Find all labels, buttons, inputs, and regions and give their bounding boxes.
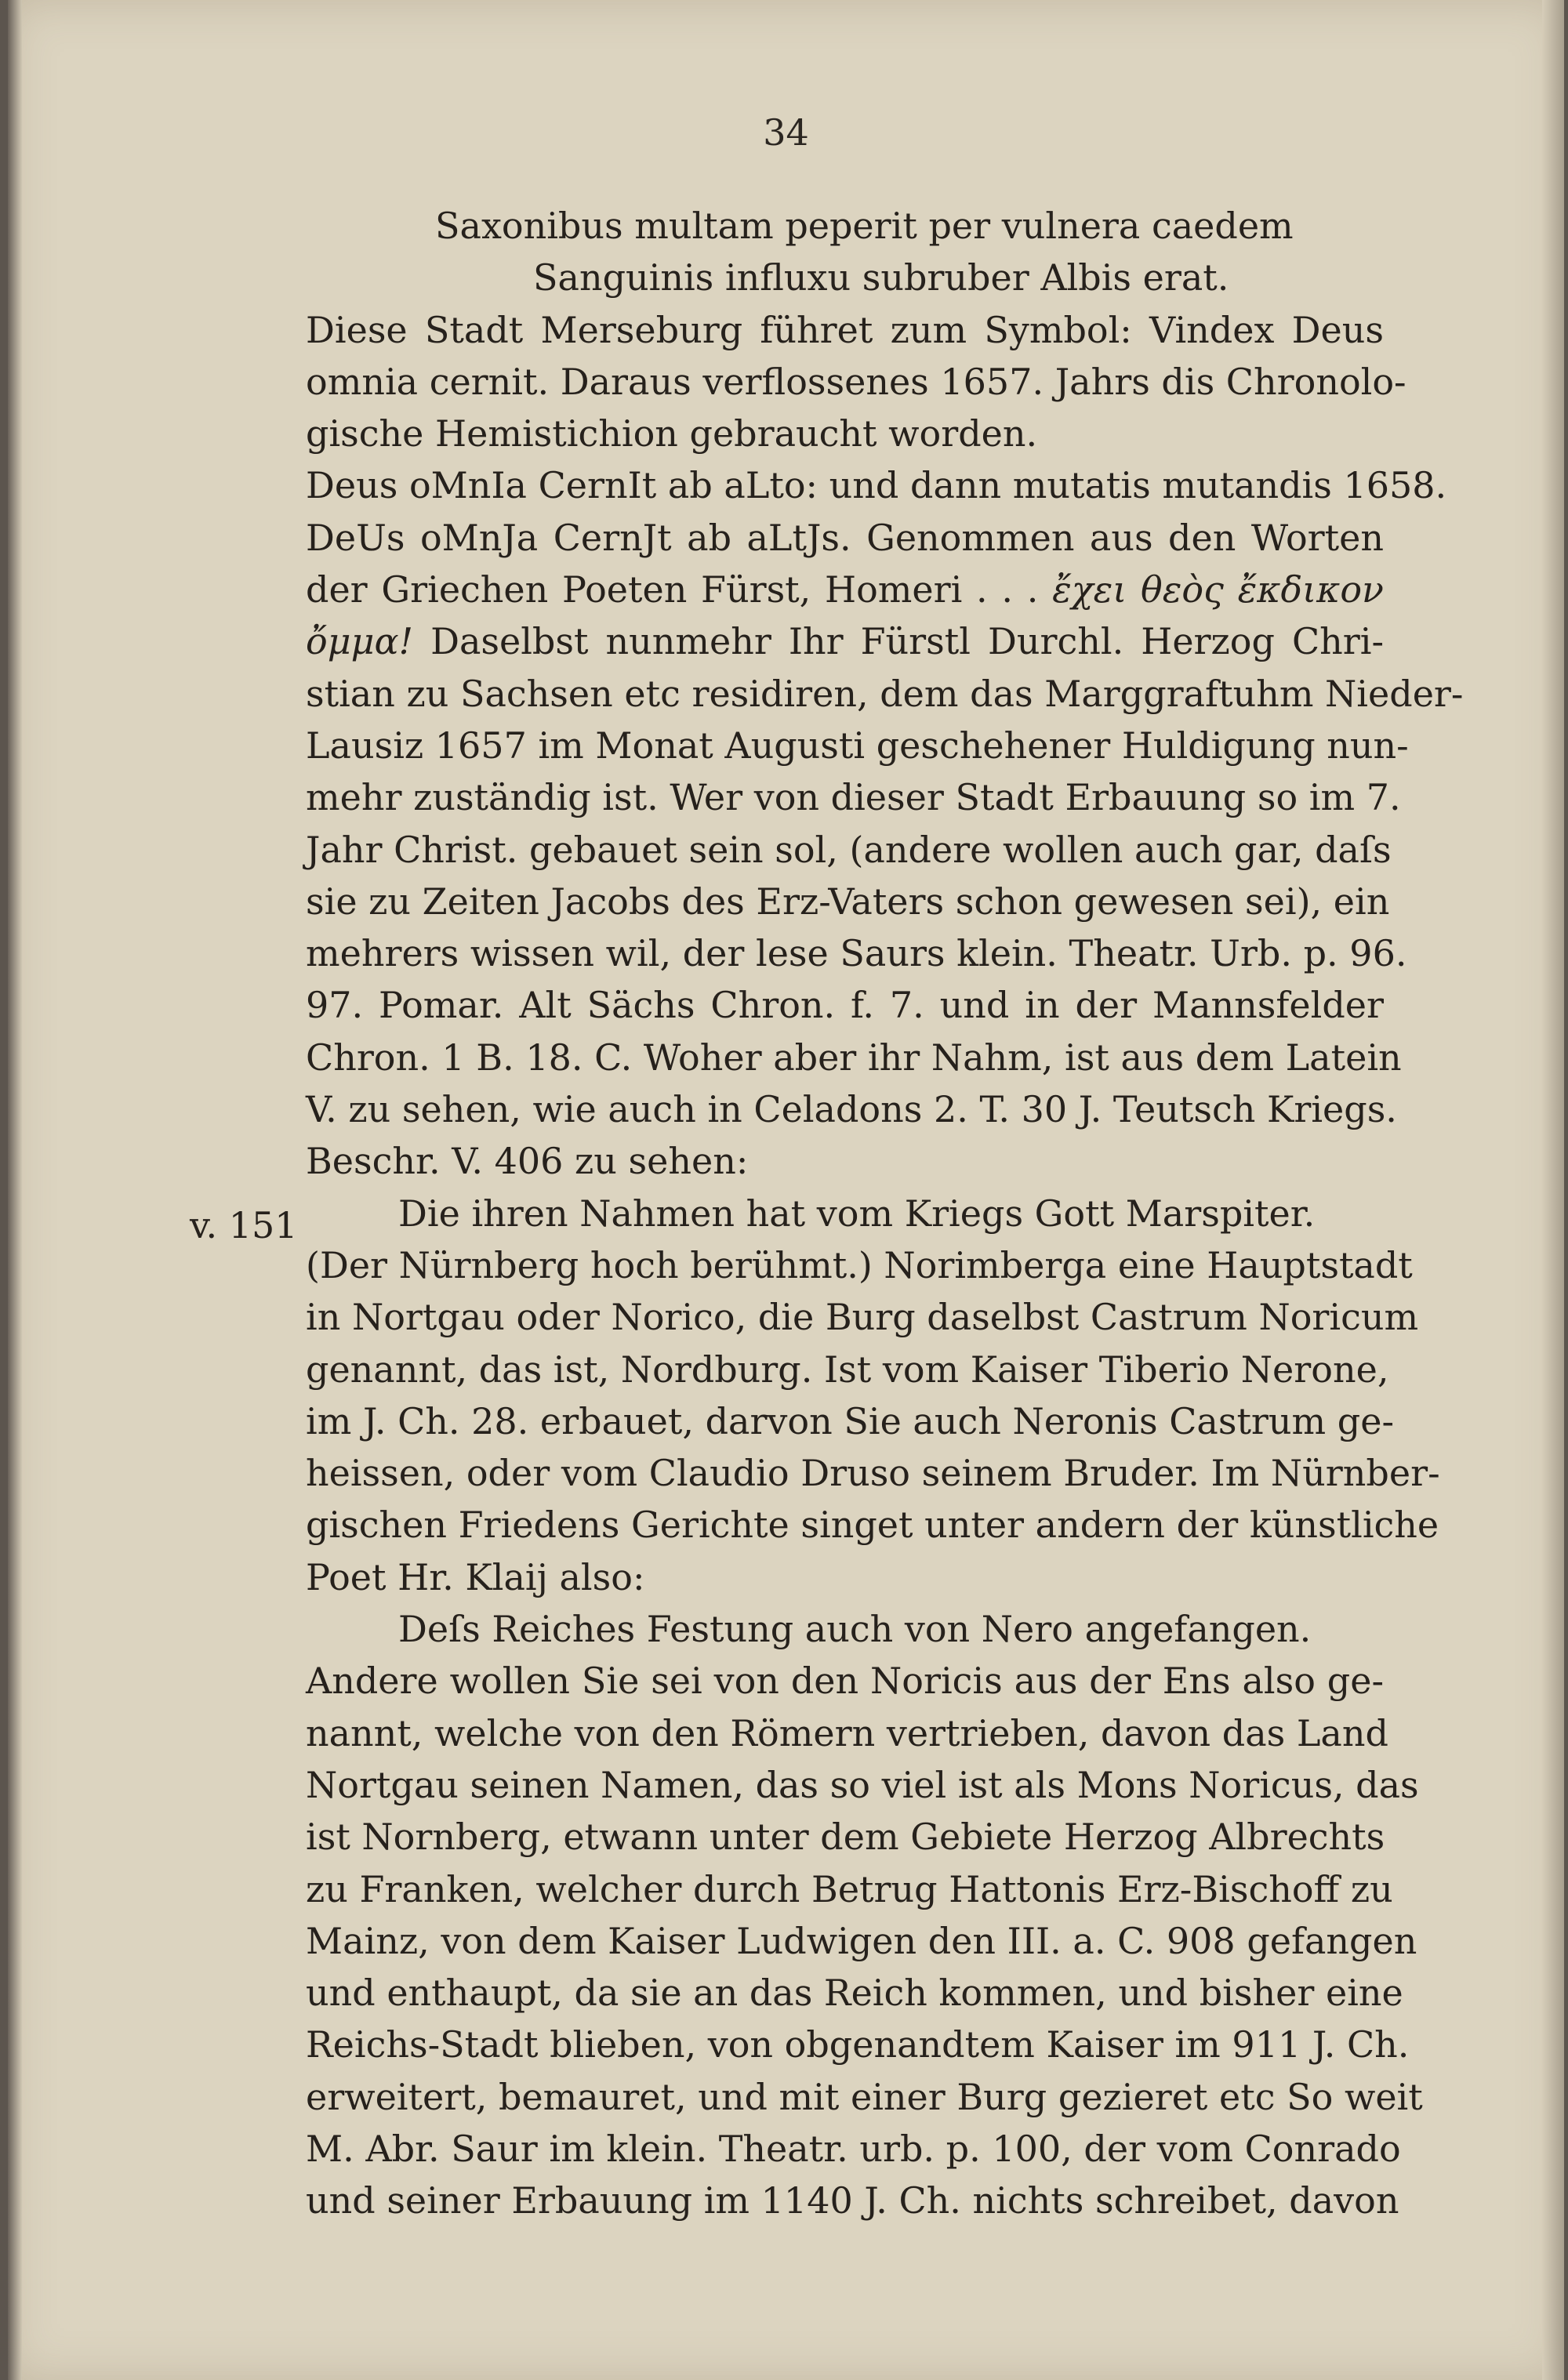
text-line: gischen Friedens Gerichte singet unter andern der künstliche [306,1504,1439,1547]
text-line: in Nortgau oder Norico, die Burg daselbst Castrum Noricum [306,1296,1419,1339]
text-line: gische Hemistichion gebraucht worden. [306,412,1038,455]
text-line: stian zu Sachsen etc residiren, dem das Marggraftuhm Nieder- [306,672,1464,715]
quoted-verse-line: Deſs Reiches Festung auch von Nero angefangen. [398,1608,1312,1651]
text-line: sie zu Zeiten Jacobs des Erz-Vaters schon gewesen sei), ein [306,880,1390,923]
verse-line-1: Saxonibus multam peperit per vulnera caedem [435,205,1294,247]
greek-quote: ἔχει θεὸς ἔκδικον [1052,568,1385,611]
text-line: Jahr Christ. gebauet sein sol, (andere wollen auch gar, daſs [306,828,1392,871]
text-line: genannt, das ist, Nordburg. Ist vom Kaiser Tiberio Nerone, [306,1348,1389,1391]
text-line: ist Nornberg, etwann unter dem Gebiete Herzog Albrechts [306,1816,1385,1859]
text-line: (Der Nürnberg hoch berühmt.) Norimberga eine Hauptstadt [306,1243,1413,1286]
text-line: nannt, welche von den Römern vertrieben, davon das Land [306,1711,1388,1754]
verse-margin-note: v. 151 [190,1204,298,1246]
text-line: mehrers wissen wil, der lese Saurs klein. Theatr. Urb. p. 96. [306,932,1407,975]
text-line: V. zu sehen, wie auch in Celadons 2. T. 30 J. Teutsch Kriegs. [306,1088,1397,1131]
body-text [306,200,1464,2227]
greek-quote: ὄμμα! [306,620,414,663]
text-fragment: der Griechen Poeten Fürst, Homeri . . . [306,568,1039,611]
text-line: im J. Ch. 28. erbauet, darvon Sie auch Neronis Castrum ge- [306,1399,1394,1442]
text-line: Chron. 1 B. 18. C. Woher aber ihr Nahm, ist aus dem Latein [306,1036,1402,1079]
text-line: mehr zuständig ist. Wer von dieser Stadt Erbauung so im 7. [306,776,1401,819]
text-line: DeUs oMnJa CernJt ab aLtJs. Genommen aus den Worten [306,516,1384,559]
text-line: M. Abr. Saur im klein. Theatr. urb. p. 100, der vom Conrado [306,2127,1401,2170]
page-gutter-shadow [8,0,22,2380]
text-line: 97. Pomar. Alt Sächs Chron. f. 7. und in der Mannsfelder [306,984,1384,1027]
text-line: Andere wollen Sie sei von den Noricis aus der Ens also ge- [306,1660,1384,1703]
text-fragment: Daselbst nunmehr Ihr Fürstl Durchl. Herzog Chri- [430,620,1385,663]
text-line: Deus oMnIa CernIt ab aLto: und dann mutatis mutandis 1658. [306,464,1447,507]
text-line: Lausiz 1657 im Monat Augusti geschehener Huldigung nun- [306,724,1409,767]
book-page [8,0,1564,2380]
verse-line-2: Sanguinis influxu subruber Albis erat. [533,256,1229,299]
text-line: zu Franken, welcher durch Betrug Hattonis Erz-Bischoff zu [306,1867,1393,1910]
text-line-with-greek [306,564,1384,615]
text-line: omnia cernit. Daraus verflossenes 1657. Jahrs dis Chronolo- [306,360,1406,403]
text-line: Reichs-Stadt blieben, von obgenandtem Kaiser im 911 J. Ch. [306,2023,1410,2066]
text-line: Mainz, von dem Kaiser Ludwigen den III. a. C. 908 gefangen [306,1919,1417,1962]
text-line: Beschr. V. 406 zu sehen: [306,1140,749,1183]
quoted-verse-line: Die ihren Nahmen hat vom Kriegs Gott Marspiter. [398,1192,1316,1235]
page-number: 34 [763,111,809,154]
text-line-with-greek [306,615,1384,667]
text-line: und seiner Erbauung im 1140 J. Ch. nichts schreibet, davon [306,2179,1399,2222]
page-edge [1542,0,1564,2380]
text-line: Diese Stadt Merseburg führet zum Symbol: Vindex Deus [306,308,1384,351]
text-line: und enthaupt, da sie an das Reich kommen, und bisher eine [306,1972,1403,2015]
text-line: erweitert, bemauret, und mit einer Burg gezieret etc So weit [306,2075,1423,2118]
text-line: Nortgau seinen Namen, das so viel ist als Mons Noricus, das [306,1763,1419,1806]
text-line: heissen, oder vom Claudio Druso seinem Bruder. Im Nürnber- [306,1452,1440,1495]
text-line: Poet Hr. Klaij also: [306,1555,645,1598]
